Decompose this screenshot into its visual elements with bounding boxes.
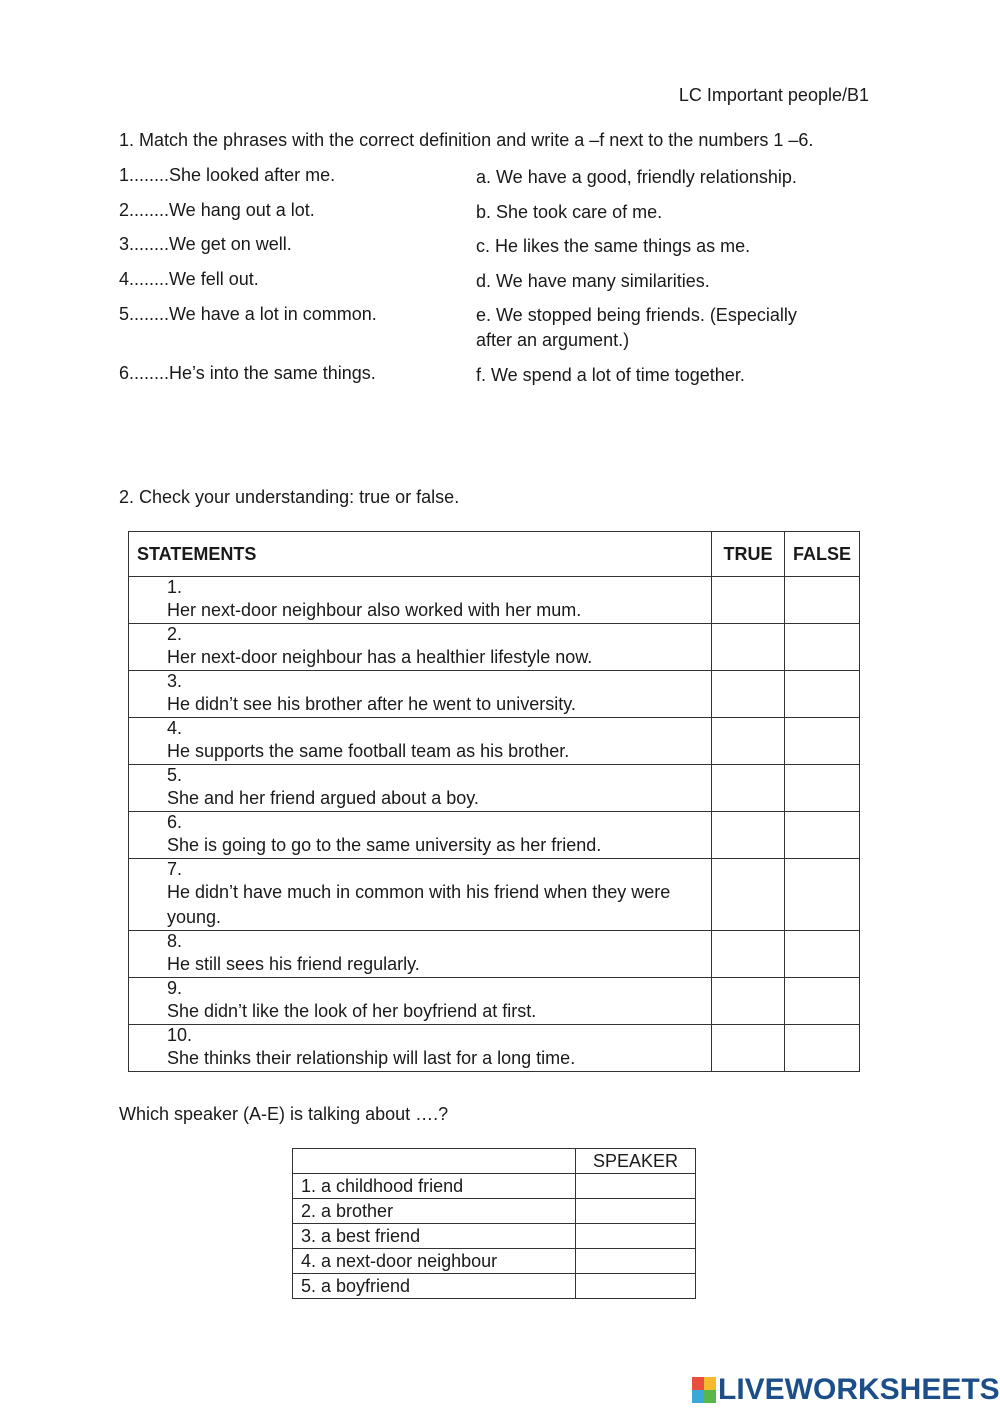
statement-cell <box>129 671 712 718</box>
table-row <box>129 671 860 718</box>
definition-c: c. He likes the same things as me. <box>476 236 751 256</box>
statement-text: He didn’t see his brother after he went to university. <box>167 694 576 714</box>
false-answer-cell[interactable] <box>784 624 859 671</box>
liveworksheets-logo-icon <box>692 1377 716 1403</box>
statement-cell <box>129 859 712 931</box>
statement-number: 2. <box>167 624 183 644</box>
table-row <box>129 624 860 671</box>
table-row <box>129 978 860 1025</box>
true-answer-cell[interactable] <box>711 859 784 931</box>
true-answer-cell[interactable] <box>711 1025 784 1072</box>
statement-number: 8. <box>167 931 183 951</box>
section2-title: 2. Check your understanding: true or false. <box>119 487 460 507</box>
statement-number: 4. <box>167 718 183 738</box>
table-row <box>129 931 860 978</box>
statement-cell <box>129 765 712 812</box>
false-header: FALSE <box>784 532 859 577</box>
table-row <box>293 1224 696 1249</box>
false-answer-cell[interactable] <box>784 1025 859 1072</box>
empty-header-cell <box>293 1149 576 1174</box>
speaker-topic: 4. a next-door neighbour <box>293 1249 576 1274</box>
true-answer-cell[interactable] <box>711 765 784 812</box>
statement-cell <box>129 718 712 765</box>
table-row <box>129 859 860 931</box>
speaker-topic: 1. a childhood friend <box>293 1174 576 1199</box>
definition-a: a. We have a good, friendly relationship. <box>476 167 797 187</box>
statement-text: She is going to go to the same university as her friend. <box>167 835 602 855</box>
speaker-answer-cell[interactable] <box>576 1224 696 1249</box>
speaker-answer-cell[interactable] <box>576 1274 696 1299</box>
statement-text: Her next-door neighbour also worked with her mum. <box>167 600 582 620</box>
table-row <box>129 765 860 812</box>
definition-e: e. We stopped being friends. (Especially after an argument.) <box>476 305 797 350</box>
statement-number: 7. <box>167 859 183 879</box>
statement-text: He supports the same football team as his brother. <box>167 741 570 761</box>
statement-cell <box>129 978 712 1025</box>
speaker-topic: 3. a best friend <box>293 1224 576 1249</box>
true-answer-cell[interactable] <box>711 978 784 1025</box>
statement-text: She didn’t like the look of her boyfriend at first. <box>167 1001 537 1021</box>
false-answer-cell[interactable] <box>784 577 859 624</box>
liveworksheets-logo-text: LIVEWORKSHEETS <box>718 1373 1000 1406</box>
statement-text: Her next-door neighbour has a healthier lifestyle now. <box>167 647 593 667</box>
true-answer-cell[interactable] <box>711 577 784 624</box>
speaker-table <box>292 1148 696 1299</box>
statement-number: 6. <box>167 812 183 832</box>
speaker-answer-cell[interactable] <box>576 1199 696 1224</box>
true-false-table <box>128 531 860 1072</box>
speaker-topic: 5. a boyfriend <box>293 1274 576 1299</box>
statement-cell <box>129 577 712 624</box>
false-answer-cell[interactable] <box>784 859 859 931</box>
statement-text: He still sees his friend regularly. <box>167 954 420 974</box>
phrase-6: 6........He’s into the same things. <box>119 363 376 383</box>
table-row <box>129 718 860 765</box>
section1-title: 1. Match the phrases with the correct definition and write a –f next to the numbers 1 –6. <box>119 130 814 150</box>
table-row <box>129 812 860 859</box>
definition-f: f. We spend a lot of time together. <box>476 365 745 385</box>
speaker-answer-cell[interactable] <box>576 1249 696 1274</box>
definition-b: b. She took care of me. <box>476 202 663 222</box>
statement-cell <box>129 812 712 859</box>
true-answer-cell[interactable] <box>711 812 784 859</box>
table-row <box>293 1174 696 1199</box>
statement-number: 10. <box>167 1025 193 1045</box>
false-answer-cell[interactable] <box>784 812 859 859</box>
section3-title: Which speaker (A-E) is talking about ….? <box>119 1104 449 1124</box>
phrase-1: 1........She looked after me. <box>119 165 336 185</box>
phrase-5: 5........We have a lot in common. <box>119 304 377 324</box>
definition-d: d. We have many similarities. <box>476 271 710 291</box>
phrase-4: 4........We fell out. <box>119 269 259 289</box>
false-answer-cell[interactable] <box>784 931 859 978</box>
statement-text: He didn’t have much in common with his friend when they were young. <box>167 882 671 927</box>
statement-number: 9. <box>167 978 183 998</box>
statement-text: She thinks their relationship will last for a long time. <box>167 1048 576 1068</box>
table-row <box>293 1249 696 1274</box>
false-answer-cell[interactable] <box>784 978 859 1025</box>
speaker-topic: 2. a brother <box>293 1199 576 1224</box>
true-answer-cell[interactable] <box>711 718 784 765</box>
table-row <box>293 1274 696 1299</box>
liveworksheets-logo[interactable] <box>692 1372 1000 1408</box>
true-header: TRUE <box>711 532 784 577</box>
statement-text: She and her friend argued about a boy. <box>167 788 479 808</box>
phrase-3: 3........We get on well. <box>119 234 292 254</box>
false-answer-cell[interactable] <box>784 671 859 718</box>
table-row <box>293 1199 696 1224</box>
true-answer-cell[interactable] <box>711 624 784 671</box>
statement-number: 1. <box>167 577 183 597</box>
true-answer-cell[interactable] <box>711 931 784 978</box>
worksheet-header: LC Important people/B1 <box>678 85 869 105</box>
table-row <box>129 577 860 624</box>
statement-cell <box>129 1025 712 1072</box>
false-answer-cell[interactable] <box>784 718 859 765</box>
phrase-2: 2........We hang out a lot. <box>119 200 315 220</box>
statements-header: STATEMENTS <box>129 532 712 577</box>
speaker-header: SPEAKER <box>576 1149 696 1174</box>
false-answer-cell[interactable] <box>784 765 859 812</box>
speaker-answer-cell[interactable] <box>576 1174 696 1199</box>
statement-number: 5. <box>167 765 183 785</box>
true-answer-cell[interactable] <box>711 671 784 718</box>
statement-cell <box>129 931 712 978</box>
table-row <box>129 1025 860 1072</box>
statement-number: 3. <box>167 671 183 691</box>
statement-cell <box>129 624 712 671</box>
